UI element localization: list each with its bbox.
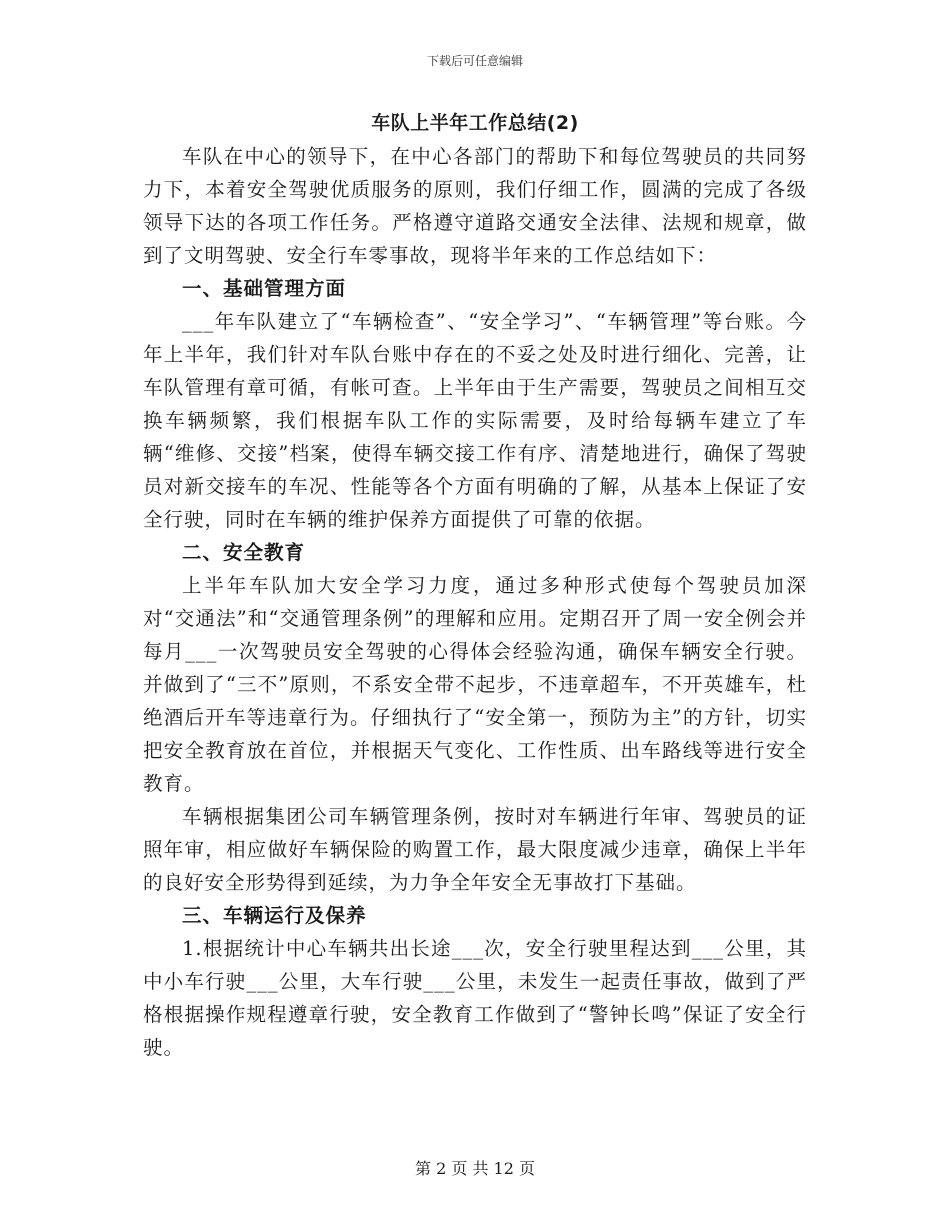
document-body xyxy=(143,106,807,1064)
section2-paragraph-1: 上半年车队加大安全学习力度，通过多种形式使每个驾驶员加深对“交通法”和“交通管理条例”的理解和应用。定期召开了周一安全例会并每月___一次驾驶员安全驾驶的心得体会经验沟通，确保车辆安全行驶。并做到了“三不”原则，不系安全带不起步，不违章超车，不开英雄车，杜绝酒后开车等违章行为。仔细执行了“安全第一，预防为主”的方针，切实把安全教育放在首位，并根据天气变化、工作性质、出车路线等进行安全教育。 xyxy=(143,574,807,795)
section-heading-vehicle-operation: 三、车辆运行及保养 xyxy=(182,904,367,927)
section1-paragraph: ___年车队建立了“车辆检查”、“安全学习”、“车辆管理”等台账。今年上半年，我们针对车队台账中存在的不妥之处及时进行细化、完善，让车队管理有章可循，有帐可查。上半年由于生产需要，驾驶员之间相互交换车辆频繁，我们根据车队工作的实际需要，及时给每辆车建立了车辆“维修、交接”档案，使得车辆交接工作有序、清楚地进行，确保了驾驶员对新交接车的车况、性能等各个方面有明确的了解，从基本上保证了安全行驶，同时在车辆的维护保养方面提供了可靠的依据。 xyxy=(143,310,807,531)
section-heading-safety-education: 二、安全教育 xyxy=(182,541,306,564)
page-header-note: 下载后可任意编辑 xyxy=(426,54,523,68)
intro-paragraph: 车队在中心的领导下，在中心各部门的帮助下和每位驾驶员的共同努力下，本着安全驾驶优质服务的原则，我们仔细工作，圆满的完成了各级领导下达的各项工作任务。严格遵守道路交通安全法律、法规和规章，做到了文明驾驶、安全行车零事故，现将半年来的工作总结如下： xyxy=(143,145,807,267)
document-title: 车队上半年工作总结(2) xyxy=(371,112,579,134)
section-heading-basic-management: 一、基础管理方面 xyxy=(182,277,347,300)
section3-paragraph: 1.根据统计中心车辆共出长途___次，安全行驶里程达到___公里，其中小车行驶___公里，大车行驶___公里，未发生一起责任事故，做到了严格根据操作规程遵章行驶，安全教育工作做到了“警钟长鸣”保证了安全行驶。 xyxy=(143,937,807,1059)
page-number: 第 2 页 共 12 页 xyxy=(415,1159,535,1178)
section2-paragraph-2: 车辆根据集团公司车辆管理条例，按时对车辆进行年审、驾驶员的证照年审，相应做好车辆保险的购置工作，最大限度减少违章，确保上半年的良好安全形势得到延续，为力争全年安全无事故打下基础。 xyxy=(143,805,807,894)
